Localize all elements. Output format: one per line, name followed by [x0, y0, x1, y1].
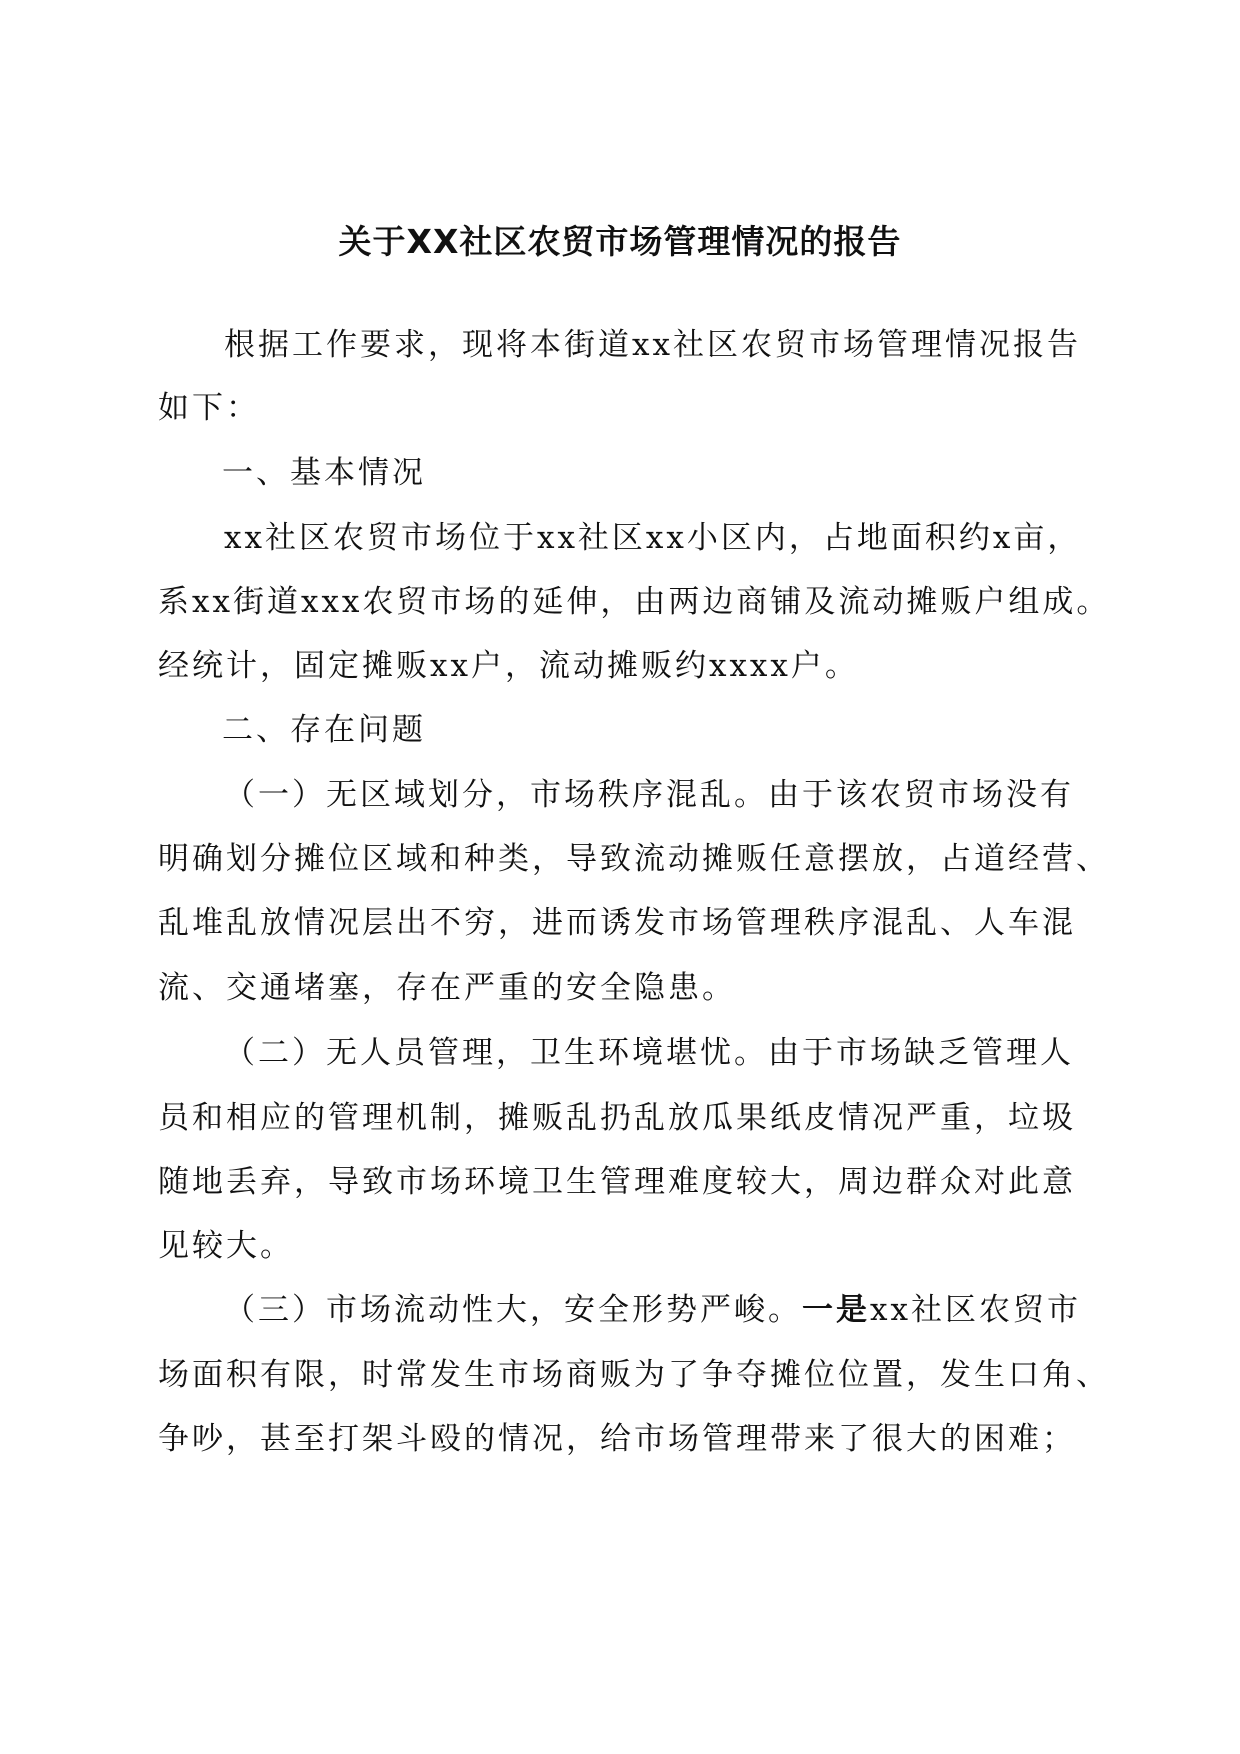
paragraph-line: （二）无人员管理，卫生环境堪忧。由于市场缺乏管理人 [224, 1035, 1074, 1071]
paragraph-line: xx社区农贸市场位于xx社区xx小区内，占地面积约x亩， [224, 520, 1082, 556]
paragraph-line: （一）无区域划分，市场秩序混乱。由于该农贸市场没有 [224, 777, 1074, 813]
paragraph-line: 流、交通堵塞，存在严重的安全隐患。 [158, 970, 736, 1006]
paragraph-line-with-lead [224, 1292, 1081, 1329]
paragraph-line: 如下： [158, 390, 260, 426]
document-title: 关于XX社区农贸市场管理情况的报告 [338, 222, 902, 261]
line-text-before: （三）市场流动性大，安全形势严峻。 [224, 1292, 802, 1328]
line-text-after: xx社区农贸市 [870, 1292, 1081, 1328]
paragraph-line: 明确划分摊位区域和种类，导致流动摊贩任意摆放，占道经营、 [158, 841, 1110, 877]
paragraph-line: 场面积有限，时常发生市场商贩为了争夺摊位位置，发生口角、 [158, 1357, 1110, 1393]
paragraph-line: 乱堆乱放情况层出不穷，进而诱发市场管理秩序混乱、人车混 [158, 905, 1076, 941]
section-heading-basic: 一、基本情况 [222, 455, 426, 491]
paragraph-line: 根据工作要求，现将本街道xx社区农贸市场管理情况报告 [224, 327, 1081, 363]
paragraph-line: 争吵，甚至打架斗殴的情况，给市场管理带来了很大的困难； [158, 1421, 1076, 1457]
bold-lead-text: 一是 [802, 1292, 870, 1328]
section-heading-problems: 二、存在问题 [222, 712, 426, 748]
paragraph-line: 见较大。 [158, 1228, 294, 1264]
paragraph-line: 随地丢弃，导致市场环境卫生管理难度较大，周边群众对此意 [158, 1164, 1076, 1200]
paragraph-line: 系xx街道xxx农贸市场的延伸，由两边商铺及流动摊贩户组成。 [158, 584, 1111, 620]
paragraph-line: 经统计，固定摊贩xx户，流动摊贩约xxxx户。 [158, 648, 859, 684]
paragraph-line: 员和相应的管理机制，摊贩乱扔乱放瓜果纸皮情况严重，垃圾 [158, 1100, 1076, 1136]
